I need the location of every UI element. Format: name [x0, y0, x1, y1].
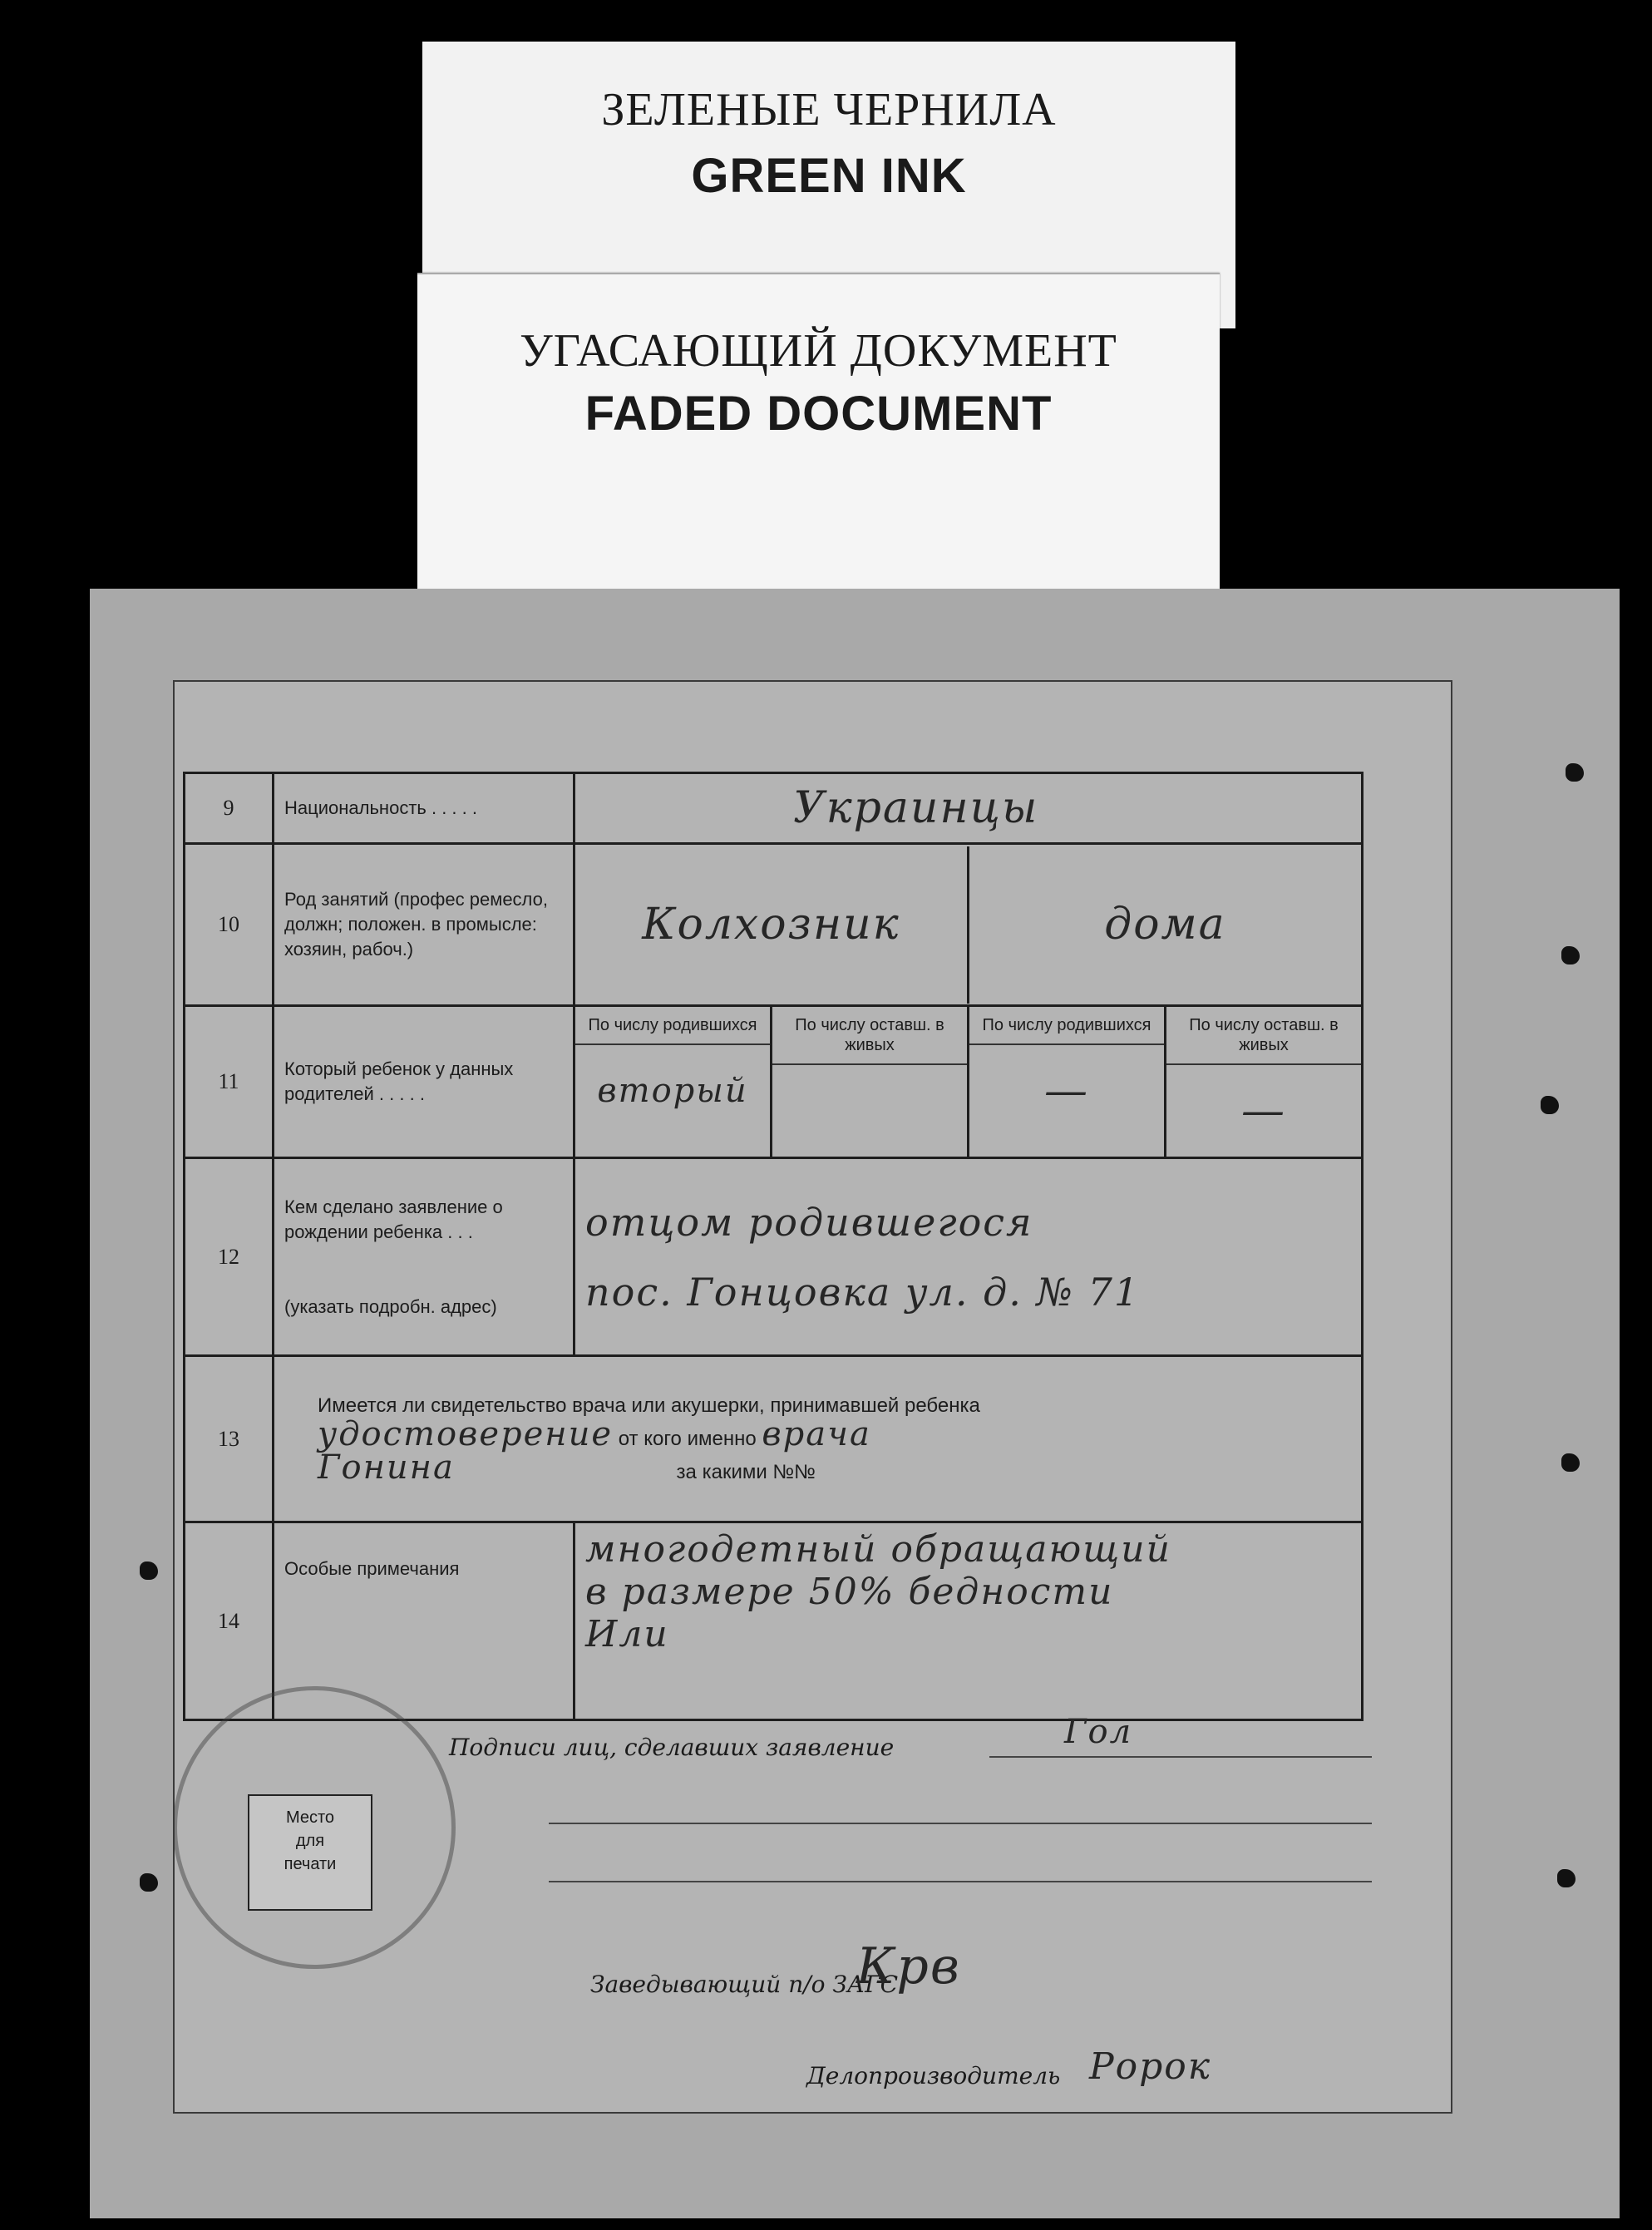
punch-hole [140, 1561, 158, 1580]
stamp-box-line: печати [284, 1855, 337, 1873]
numbers-label: за какими №№ [676, 1460, 816, 1483]
row-number: 12 [185, 1158, 274, 1356]
signature-line [549, 1879, 1372, 1882]
nationality-label: Национальность . . . . . [274, 773, 575, 844]
punch-hole [1541, 1096, 1559, 1114]
from-whom-value: врача [762, 1414, 871, 1453]
occupation-label: Род занятий (профес ремесло, должн; положен. в промысле: хозяин, рабоч.) [274, 844, 575, 1006]
signature-line [549, 1821, 1372, 1824]
row-number: 11 [185, 1006, 274, 1158]
father-occupation-value: Колхозник [642, 900, 900, 950]
doctor-name-value: Гонина [318, 1448, 455, 1487]
nationality-value-cell [575, 773, 1363, 844]
punch-hole [1561, 946, 1580, 965]
born-count-head: По числу родившихся [575, 1007, 770, 1045]
row-number: 14 [185, 1522, 274, 1720]
declarant-address-label: (указать подробн. адрес) [284, 1295, 497, 1317]
certificate-cell [274, 1356, 1363, 1522]
stamp-box-line: Место [285, 1808, 335, 1827]
row-10 [185, 844, 1363, 1006]
remarks-label: Особые примечания [274, 1522, 575, 1720]
signatures-label: Подписи лиц, сделавших заявление [449, 1734, 895, 1761]
green-ink-en: GREEN INK [691, 149, 967, 203]
faded-document-en: FADED DOCUMENT [584, 387, 1053, 441]
declarant-label: Кем сделано заявление о рождении ребенка . . . [284, 1196, 503, 1242]
certificate-value: удостоверение [318, 1414, 614, 1453]
child-order-cell [575, 1006, 1363, 1158]
living-count-value-2: — [1241, 1086, 1286, 1136]
registry-form-sheet [90, 589, 1620, 2218]
nationality-value: Украинцы [793, 783, 1039, 833]
declarant-label-cell [274, 1158, 575, 1356]
punch-hole [140, 1873, 158, 1892]
signature-line [989, 1754, 1372, 1758]
row-11 [185, 1006, 1363, 1158]
green-ink-ru: ЗЕЛЕНЫЕ ЧЕРНИЛА [601, 84, 1057, 136]
declarant-address-value: пос. Гонцовка ул. д. № 71 [585, 1269, 1141, 1315]
remarks-value-1: многодетный обращающий [585, 1528, 1171, 1571]
row-14 [185, 1522, 1363, 1720]
row-number: 9 [185, 773, 274, 844]
remarks-value-cell [575, 1522, 1363, 1720]
mother-occupation-value: дома [1104, 900, 1226, 950]
form-table [183, 772, 1364, 1721]
stamp-place-box [248, 1794, 372, 1911]
remarks-value-2: в размере 50% бедности [585, 1571, 1114, 1613]
declarant-value-cell [575, 1158, 1363, 1356]
row-number: 13 [185, 1356, 274, 1522]
living-count-head: По числу оставш. в живых [772, 1007, 967, 1065]
punch-hole [1557, 1869, 1576, 1887]
registry-head-label: Заведывающий п/о ЗАГС [590, 1971, 899, 1998]
clerk-label: Делопроизводитель [806, 2062, 1061, 2089]
declarant-value: отцом родившегося [585, 1199, 1033, 1245]
born-count-value: вторый [597, 1072, 748, 1110]
faded-document-card [417, 273, 1220, 595]
faded-document-ru: УГАСАЮЩИЙ ДОКУМЕНТ [520, 325, 1117, 377]
punch-hole [1561, 1453, 1580, 1472]
registry-head-signature: Крв [856, 1937, 961, 1996]
born-count-head-2: По числу родившихся [969, 1007, 1164, 1045]
child-order-label: Который ребенок у данных родителей . . . . . [274, 1006, 575, 1158]
row-9 [185, 773, 1363, 844]
row-number: 10 [185, 844, 274, 1006]
declarant-signature: Гол [1064, 1713, 1133, 1751]
row-12 [185, 1158, 1363, 1356]
from-whom-label: от кого именно [618, 1427, 757, 1450]
certificate-question: Имеется ли свидетельство врача или акушерки, принимавшей ребенка [318, 1394, 980, 1417]
punch-hole [1566, 763, 1584, 782]
row-13 [185, 1356, 1363, 1522]
remarks-value-3: Или [585, 1613, 669, 1655]
born-count-value-2: — [1044, 1066, 1089, 1116]
occupation-value-cell [575, 844, 1363, 1006]
stamp-box-line: для [295, 1832, 325, 1850]
clerk-signature: Ророк [1089, 2045, 1212, 2088]
living-count-head-2: По числу оставш. в живых [1166, 1007, 1361, 1065]
